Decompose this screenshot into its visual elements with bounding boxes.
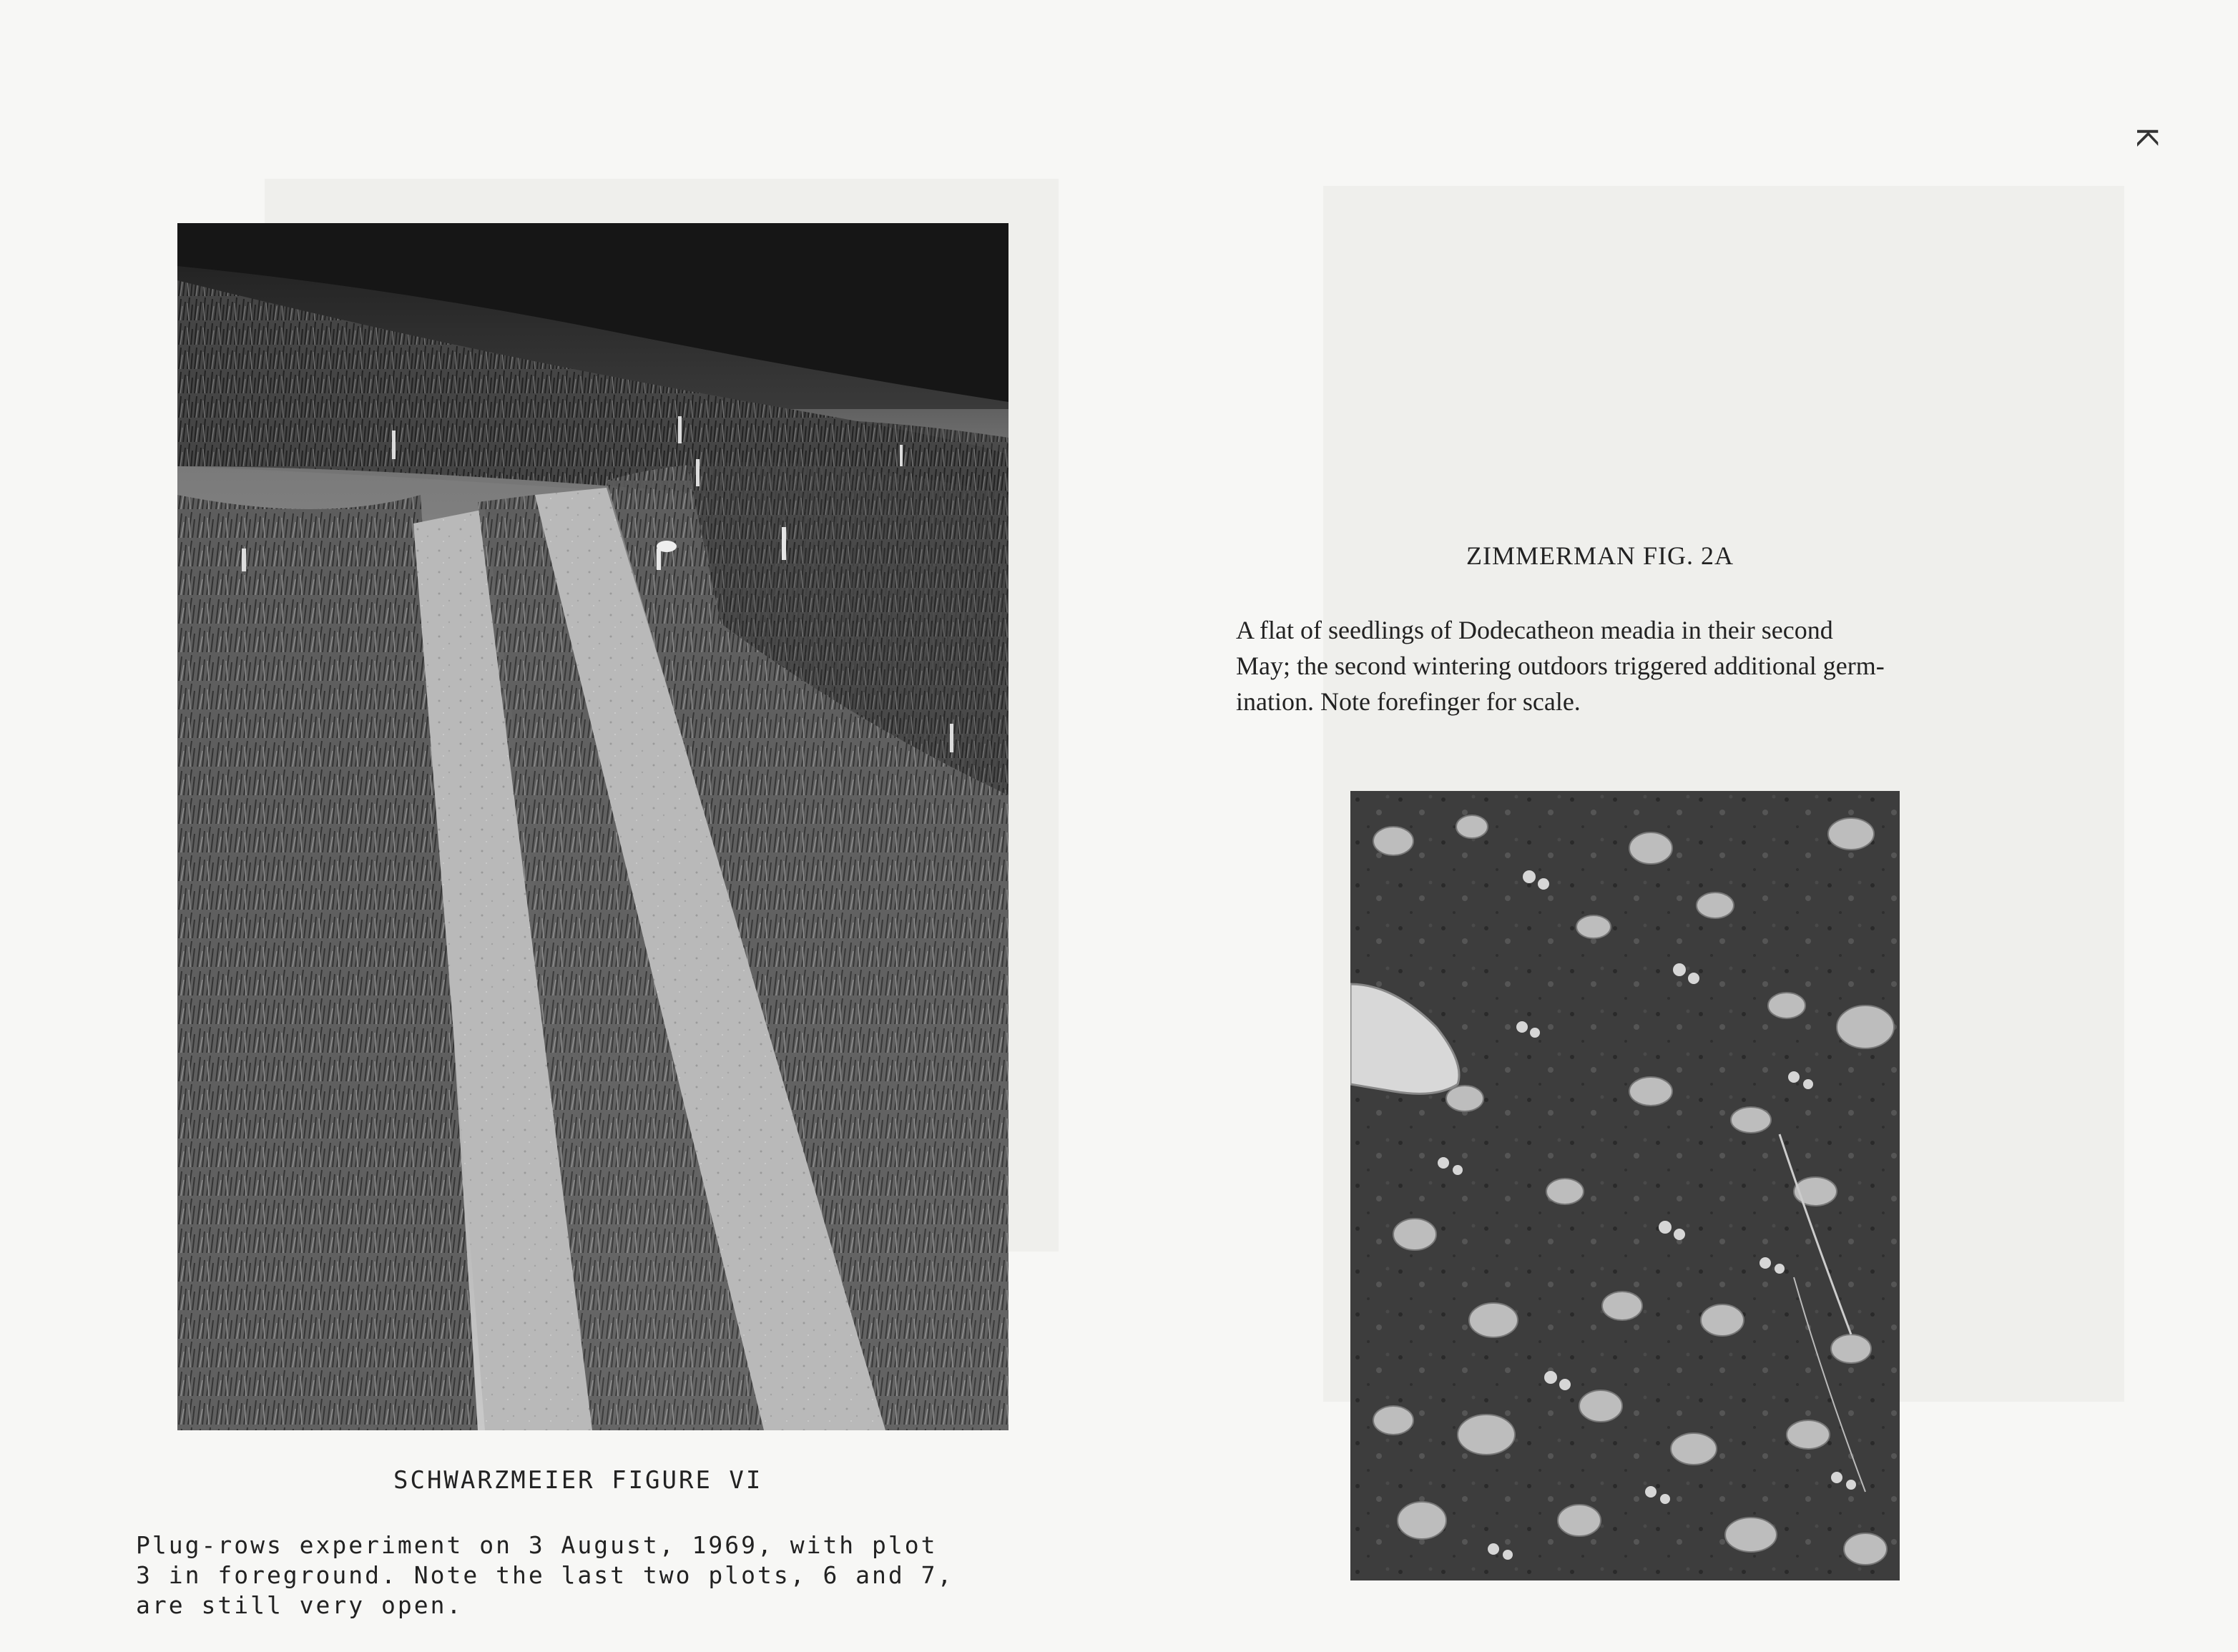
right-caption-line: A flat of seedlings of Dodecatheon meadia in their second — [1236, 616, 1833, 644]
left-figure-title: SCHWARZMEIER FIGURE VI — [393, 1466, 763, 1495]
right-caption-line: May; the second wintering outdoors triggered additional germ- — [1236, 652, 1885, 680]
seedlings-photo — [1350, 791, 1900, 1580]
right-figure-caption — [1236, 612, 2130, 719]
right-figure-title: ZIMMERMAN FIG. 2A — [1466, 541, 1734, 570]
seedlings-photo-graphic — [1350, 791, 1900, 1580]
page-mark: K — [2130, 127, 2164, 147]
plug-rows-photo — [177, 223, 1008, 1430]
left-caption-line: are still very open. — [136, 1591, 463, 1619]
left-figure-caption — [136, 1530, 1087, 1621]
right-caption-line: ination. Note forefinger for scale. — [1236, 687, 1581, 716]
left-caption-line: 3 in foreground. Note the last two plots, 6 and 7, — [136, 1561, 954, 1589]
field-photo-graphic — [177, 223, 1008, 1430]
left-caption-line: Plug-rows experiment on 3 August, 1969, with plot — [136, 1531, 938, 1559]
